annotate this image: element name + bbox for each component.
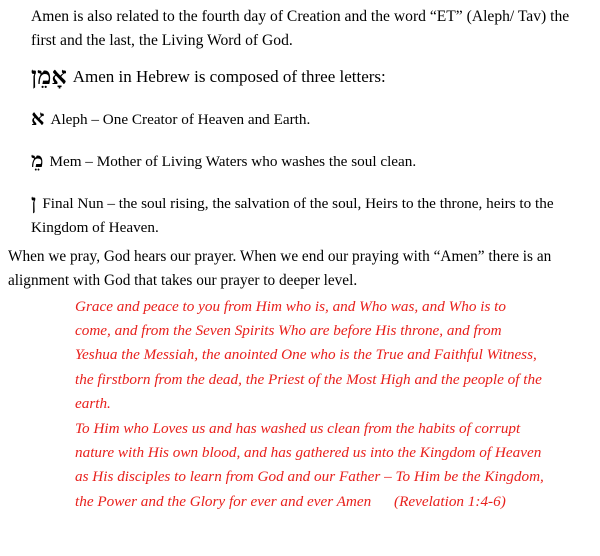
letter-mem [31,148,596,174]
quote-paragraph-2 [75,417,545,514]
intro-paragraph: Amen is also related to the fourth day of Creation and the word “ET” (Aleph/ Tav) the first and the last, the Living Word of God. [31,8,570,49]
letter-aleph [31,106,596,132]
quote-paragraph-2-text: To Him who Loves us and has washed us clean from the habits of corrupt nature with His own blood, and has gathered us into the Kingdom of Heaven as His disciples to learn from God and our Father – To Him be the Kingdom, the Power and the Glory for ever and ever Amen [75,420,544,510]
scripture-reference: (Revelation 1:4-6) [394,492,506,510]
aleph-description: Aleph – One Creator of Heaven and Earth. [50,111,311,128]
amen-heading-text: Amen in Hebrew is composed of three letters: [72,67,386,86]
quote-paragraph-1: Grace and peace to you from Him who is, and Who was, and Who is to come, and from the Seven Spirits Who are before His throne, and from Yeshua the Messiah, the anointed One who is the True and Faithful Witness, the firstborn from the dead, the Priest of the Most High and the people of the earth. [75,298,542,412]
letter-final-nun [31,190,596,240]
mem-description: Mem – Mother of Living Waters who washes the soul clean. [49,153,417,170]
final-nun-glyph: ן [31,190,37,214]
prayer-paragraph: When we pray, God hears our prayer. When we end our praying with “Amen” there is an alignment with God that takes our prayer to deeper level. [8,248,552,289]
final-nun-description: Final Nun – the soul rising, the salvation of the soul, Heirs to the throne, heirs to the Kingdom of Heaven. [31,195,554,236]
aleph-glyph: א [31,106,45,130]
mem-glyph: מֵ [31,148,44,172]
amen-heading [31,65,591,89]
amen-hebrew-word: אָמֵן [31,64,67,90]
